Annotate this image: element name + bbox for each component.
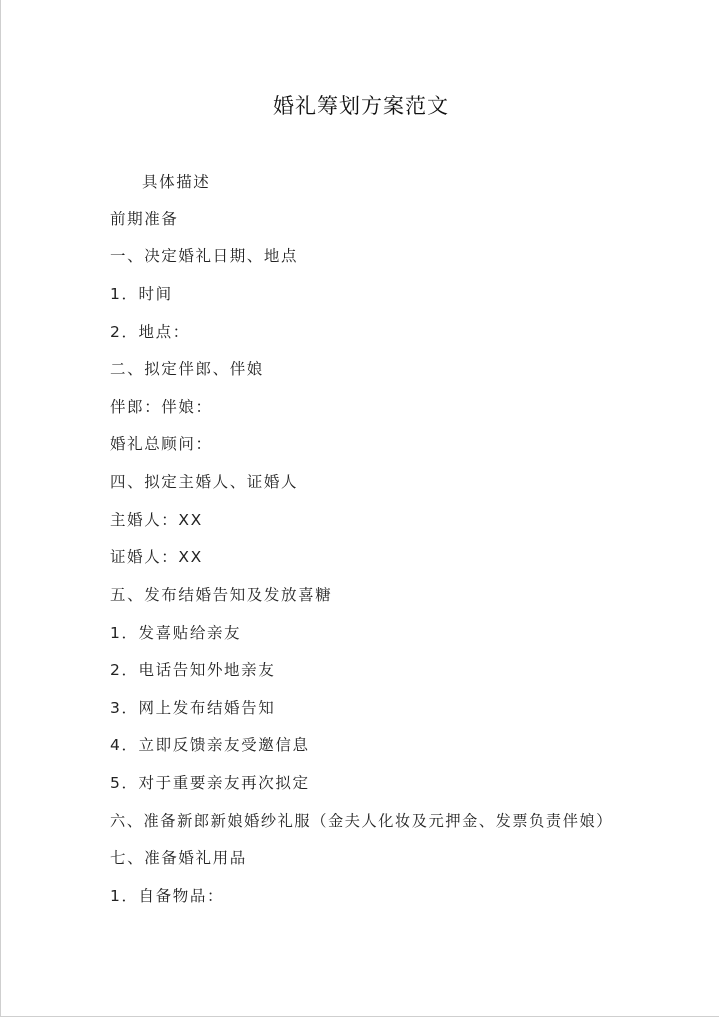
text-line: 证婚人：XX <box>110 548 203 566</box>
text-line: 2．电话告知外地亲友 <box>110 661 276 679</box>
text-line: 四、拟定主婚人、证婚人 <box>110 473 299 491</box>
text-line: 婚礼总顾问： <box>110 435 213 453</box>
text-line: 伴郎：伴娘： <box>110 398 213 416</box>
text-line: 一、决定婚礼日期、地点 <box>110 247 299 265</box>
text-line: 七、准备婚礼用品 <box>110 849 247 867</box>
text-line: 前期准备 <box>110 210 179 228</box>
text-line: 1．自备物品： <box>110 887 225 905</box>
text-line: 六、准备新郎新娘婚纱礼服（金夫人化妆及元押金、发票负责伴娘） <box>110 812 614 830</box>
text-line: 1．时间 <box>110 285 173 303</box>
text-line: 3．网上发布结婚告知 <box>110 699 276 717</box>
text-line: 2．地点： <box>110 323 190 341</box>
text-line: 5．对于重要亲友再次拟定 <box>110 774 310 792</box>
section-heading-description: 具体描述 <box>142 173 211 191</box>
text-line: 1．发喜贴给亲友 <box>110 624 242 642</box>
text-line: 4．立即反馈亲友受邀信息 <box>110 736 310 754</box>
document-title: 婚礼筹划方案范文 <box>273 94 449 118</box>
text-line: 主婚人：XX <box>110 511 203 529</box>
text-line: 五、发布结婚告知及发放喜糖 <box>110 586 333 604</box>
text-line: 二、拟定伴郎、伴娘 <box>110 360 264 378</box>
